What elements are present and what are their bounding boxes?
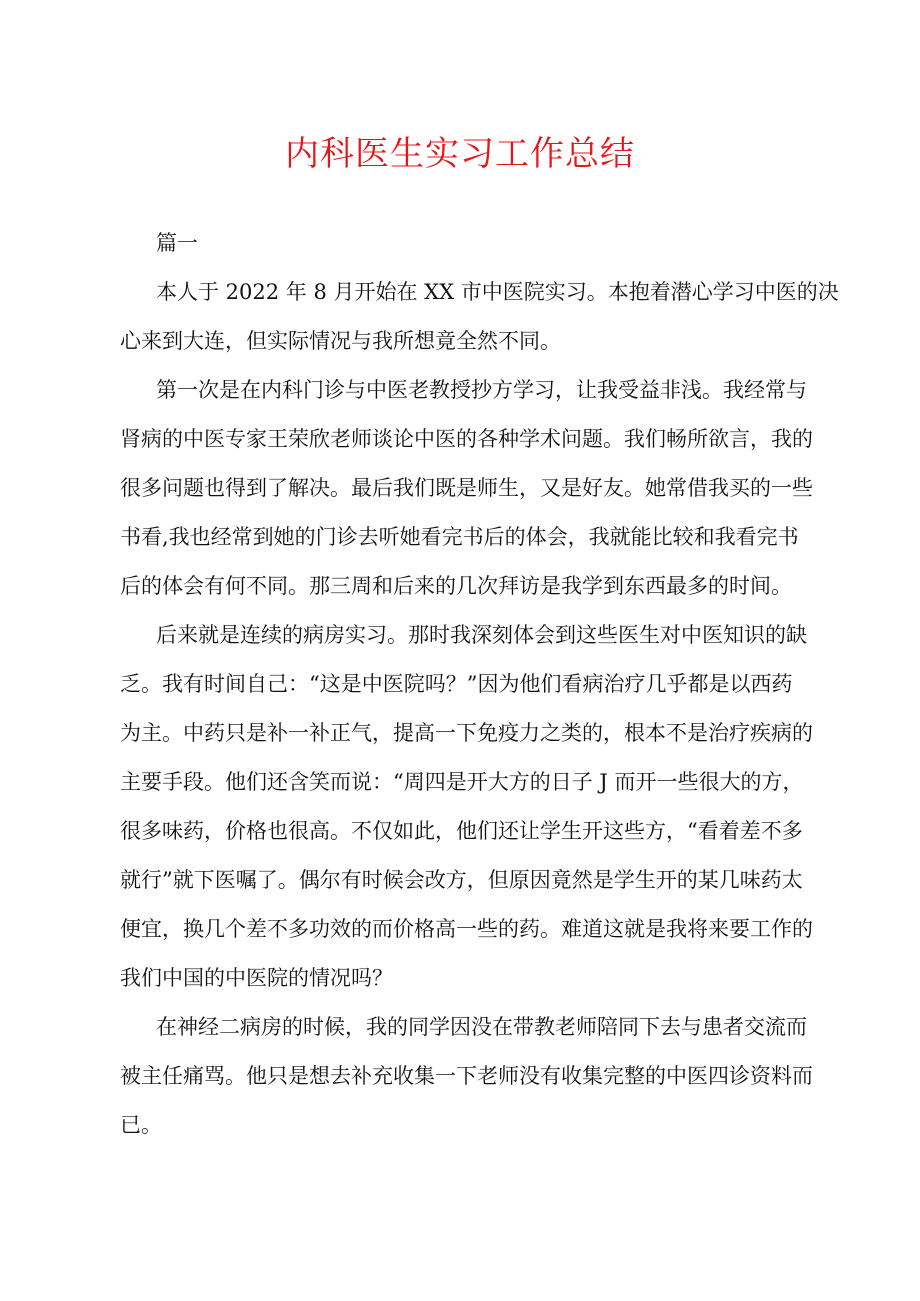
paragraph-line: 很多问题也得到了解决。最后我们既是师生，又是好友。她常借我买的一些 [120,476,813,500]
paragraph-line: 我们中国的中医院的情况吗？ [120,966,393,990]
paragraph-2 [120,375,813,620]
paragraph-line: 肾病的中医专家王荣欣老师谈论中医的各种学术问题。我们畅所欲言，我的 [120,427,813,451]
paragraph-line: 本人于 2022 年 8 月开始在 XX 市中医院实习。本抱着潜心学习中医的决 [156,280,839,304]
paragraph-1 [120,277,839,375]
paragraph-3 [120,620,813,1012]
paragraph-line: 第一次是在内科门诊与中医老教授抄方学习，让我受益非浅。我经常与 [156,378,807,402]
paragraph-line: 乏。我有时间自己：“这是中医院吗？”因为他们看病治疗几乎都是以西药 [120,672,793,696]
paragraph-line: 已。 [120,1113,162,1137]
document-body [120,228,839,1159]
paragraph-line: 便宜，换几个差不多功效的而价格高一些的药。难道这就是我将来要工作的 [120,917,813,941]
paragraph-4 [120,1012,813,1159]
paragraph-line: 很多味药，价格也很高。不仅如此，他们还让学生开这些方，“看着差不多 [120,819,803,843]
paragraph-line: 主要手段。他们还含笑而说：“周四是开大方的日子 J 而开一些很大的方， [120,770,804,794]
paragraph-line: 书看,我也经常到她的门诊去听她看完书后的体会，我就能比较和我看完书 [120,525,799,549]
paragraph-line: 心来到大连，但实际情况与我所想竟全然不同。 [120,329,561,353]
paragraph-line: 在神经二病房的时候，我的同学因没在带教老师陪同下去与患者交流而 [156,1015,807,1039]
paragraph-line: 为主。中药只是补一补正气，提高一下免疫力之类的，根本不是治疗疾病的 [120,721,813,745]
paragraph-line: 就行”就下医嘱了。偶尔有时候会改方，但原因竟然是学生开的某几味药太 [120,868,803,892]
paragraph-line: 被主任痛骂。他只是想去补充收集一下老师没有收集完整的中医四诊资料而 [120,1064,813,1088]
section-label: 篇一 [156,231,198,255]
document-title: 内科医生实习工作总结 [285,134,635,174]
paragraph-line: 后来就是连续的病房实习。那时我深刻体会到这些医生对中医知识的缺 [156,623,807,647]
paragraph-line: 后的体会有何不同。那三周和后来的几次拜访是我学到东西最多的时间。 [120,574,792,598]
